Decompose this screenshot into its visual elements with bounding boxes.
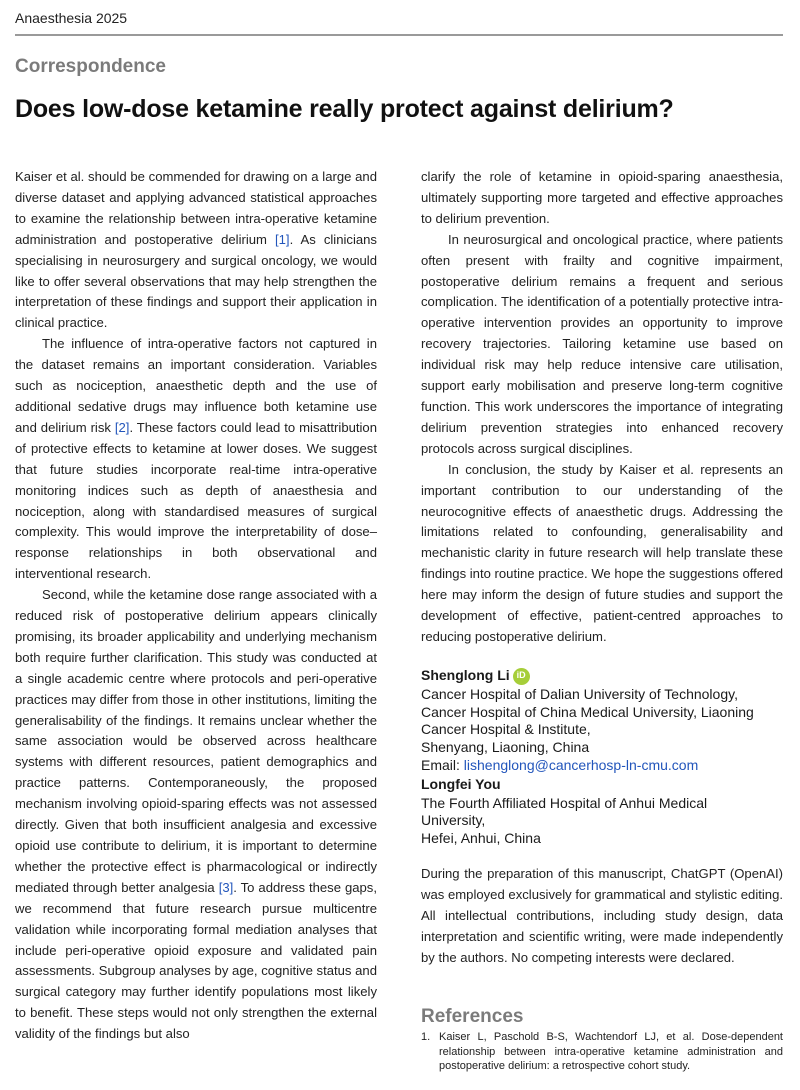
reference-number: 1. (421, 1031, 431, 1043)
author-name: Shenglong Li iD (421, 666, 786, 686)
references-heading: References (421, 1006, 524, 1027)
affiliation-line: Hefei, Anhui, China (421, 829, 541, 846)
acknowledgement: During the preparation of this manuscript, ChatGPT (OpenAI) was employed exclusively for grammatical and stylistic editing. All intellectual contributions, including study design, data interpretation and scientific writing, were made independently by the authors. No competing interests were declared. (421, 866, 783, 965)
header-divider (15, 34, 783, 36)
article-title: Does low-dose ketamine really protect against delirium? (15, 95, 674, 123)
paragraph: In neurosurgical and oncological practice, where patients often present with frailty and cognitive impairment, postoperative delirium remains a frequent and serious complication. The identification of a potentially protective intra-operative intervention provides an opportunity to improve recovery trajectories. Tailoring ketamine use based on individual risk may help reduce intensive care utilisation, support early mobilisation and preserve long-term cognitive function. This work underscores the importance of integrating delirium prevention strategies into enhanced recovery protocols across surgical disciplines. (421, 231, 783, 456)
affiliation-line: Cancer Hospital of China Medical University, Liaoning (421, 703, 754, 720)
reference-list (421, 1030, 783, 1074)
citation-link[interactable]: [3] (218, 879, 234, 895)
author-name: Longfei You (421, 775, 501, 792)
paragraph: Second, while the ketamine dose range associated with a reduced risk of postoperative delirium appears clinically promising, its broader applicability and underlying mechanism both require further clarification. This study was conducted at a single academic centre where protocols and peri-operative practices may differ from those in other institutions, limiting the generalisability of the findings. It remains unclear whether the same association would be observed across healthcare systems with different resources, patient demographics and practice patterns. Contemporaneously, the proposed mechanism involving opioid-sparing effects was not assessed directly. Given that both insufficient analgesia and excessive opioid use contribute to delirium, it is important to determine whether the protective effect is pharmacological or indirectly mediated through better analgesia [3]. To address these gaps, we recommend that future research pursue multicentre validation while incorporating formal mediation analyses that include peri-operative opioid exposure and validated pain assessments. Subgroup analyses by age, cognitive status and surgical category may further identify populations most likely to benefit. These steps would not only strengthen the external validity of the findings but also (15, 587, 377, 1042)
affiliation-line: Cancer Hospital of Dalian University of Technology, (421, 686, 738, 702)
paragraph: The influence of intra-operative factors not captured in the dataset remains an important consideration. Variables such as nociception, anaesthetic depth and the use of additional sedative drugs may influence both ketamine use and delirium risk [2]. These factors could lead to misattribution of protective effects to ketamine at lower doses. We suggest that future studies incorporate real-time intra-operative monitoring indices such as depth of anaesthesia and nociception, along with standardised measures of surgical complexity. This would improve the interpretability of dose–response relationships in both observational and interventional research. (15, 336, 377, 582)
reference-text: Kaiser L, Paschold B-S, Wachtendorf LJ, et al. Dose-dependent relationship between intra-operative ketamine administration and postoperative delirium: a retrospective cohort study. (439, 1031, 783, 1073)
left-column (15, 167, 377, 1045)
affiliation-line: Shenyang, Liaoning, China (421, 739, 590, 756)
paragraph: In conclusion, the study by Kaiser et al. represents an important contribution to our understanding of the neurocognitive effects of anaesthetic drugs. Addressing the limitations related to confounding, generalisability and mechanistic clarity in future research will help translate these findings into routine practice. We hope the suggestions offered here may inform the design of future studies and support the development of effective, patient-centred approaches to reducing postoperative delirium. (421, 461, 784, 644)
email-link[interactable]: lishenglong@cancerhosp-ln-cmu.com (463, 756, 699, 773)
reference-item (421, 1030, 783, 1074)
paragraph: clarify the role of ketamine in opioid-sparing anaesthesia, ultimately supporting more targeted and effective approaches to delirium prevention. (421, 169, 783, 226)
citation-link[interactable]: [2] (114, 419, 130, 435)
section-label: Correspondence (15, 56, 166, 77)
author-email: Email: lishenglong@cancerhosp-ln-cmu.com (421, 756, 699, 773)
affiliation-line: The Fourth Affiliated Hospital of Anhui Medical (421, 794, 708, 811)
citation-link[interactable]: [1] (275, 231, 290, 247)
author-block (421, 666, 786, 848)
orcid-icon[interactable]: iD (513, 668, 530, 685)
right-column (421, 167, 783, 648)
affiliation-line: University, (421, 812, 486, 829)
affiliation-line: Cancer Hospital & Institute, (421, 721, 591, 738)
paragraph: Kaiser et al. should be commended for drawing on a large and diverse dataset and applying advanced statistical approaches to examine the relationship between intra-operative ketamine administration and postoperative delirium [1]. As clinicians specialising in neurosurgery and surgical oncology, we would like to offer several observations that may help strengthen the interpretation of these findings and support their application in clinical practice. (15, 169, 377, 331)
journal-name: Anaesthesia 2025 (15, 10, 128, 26)
